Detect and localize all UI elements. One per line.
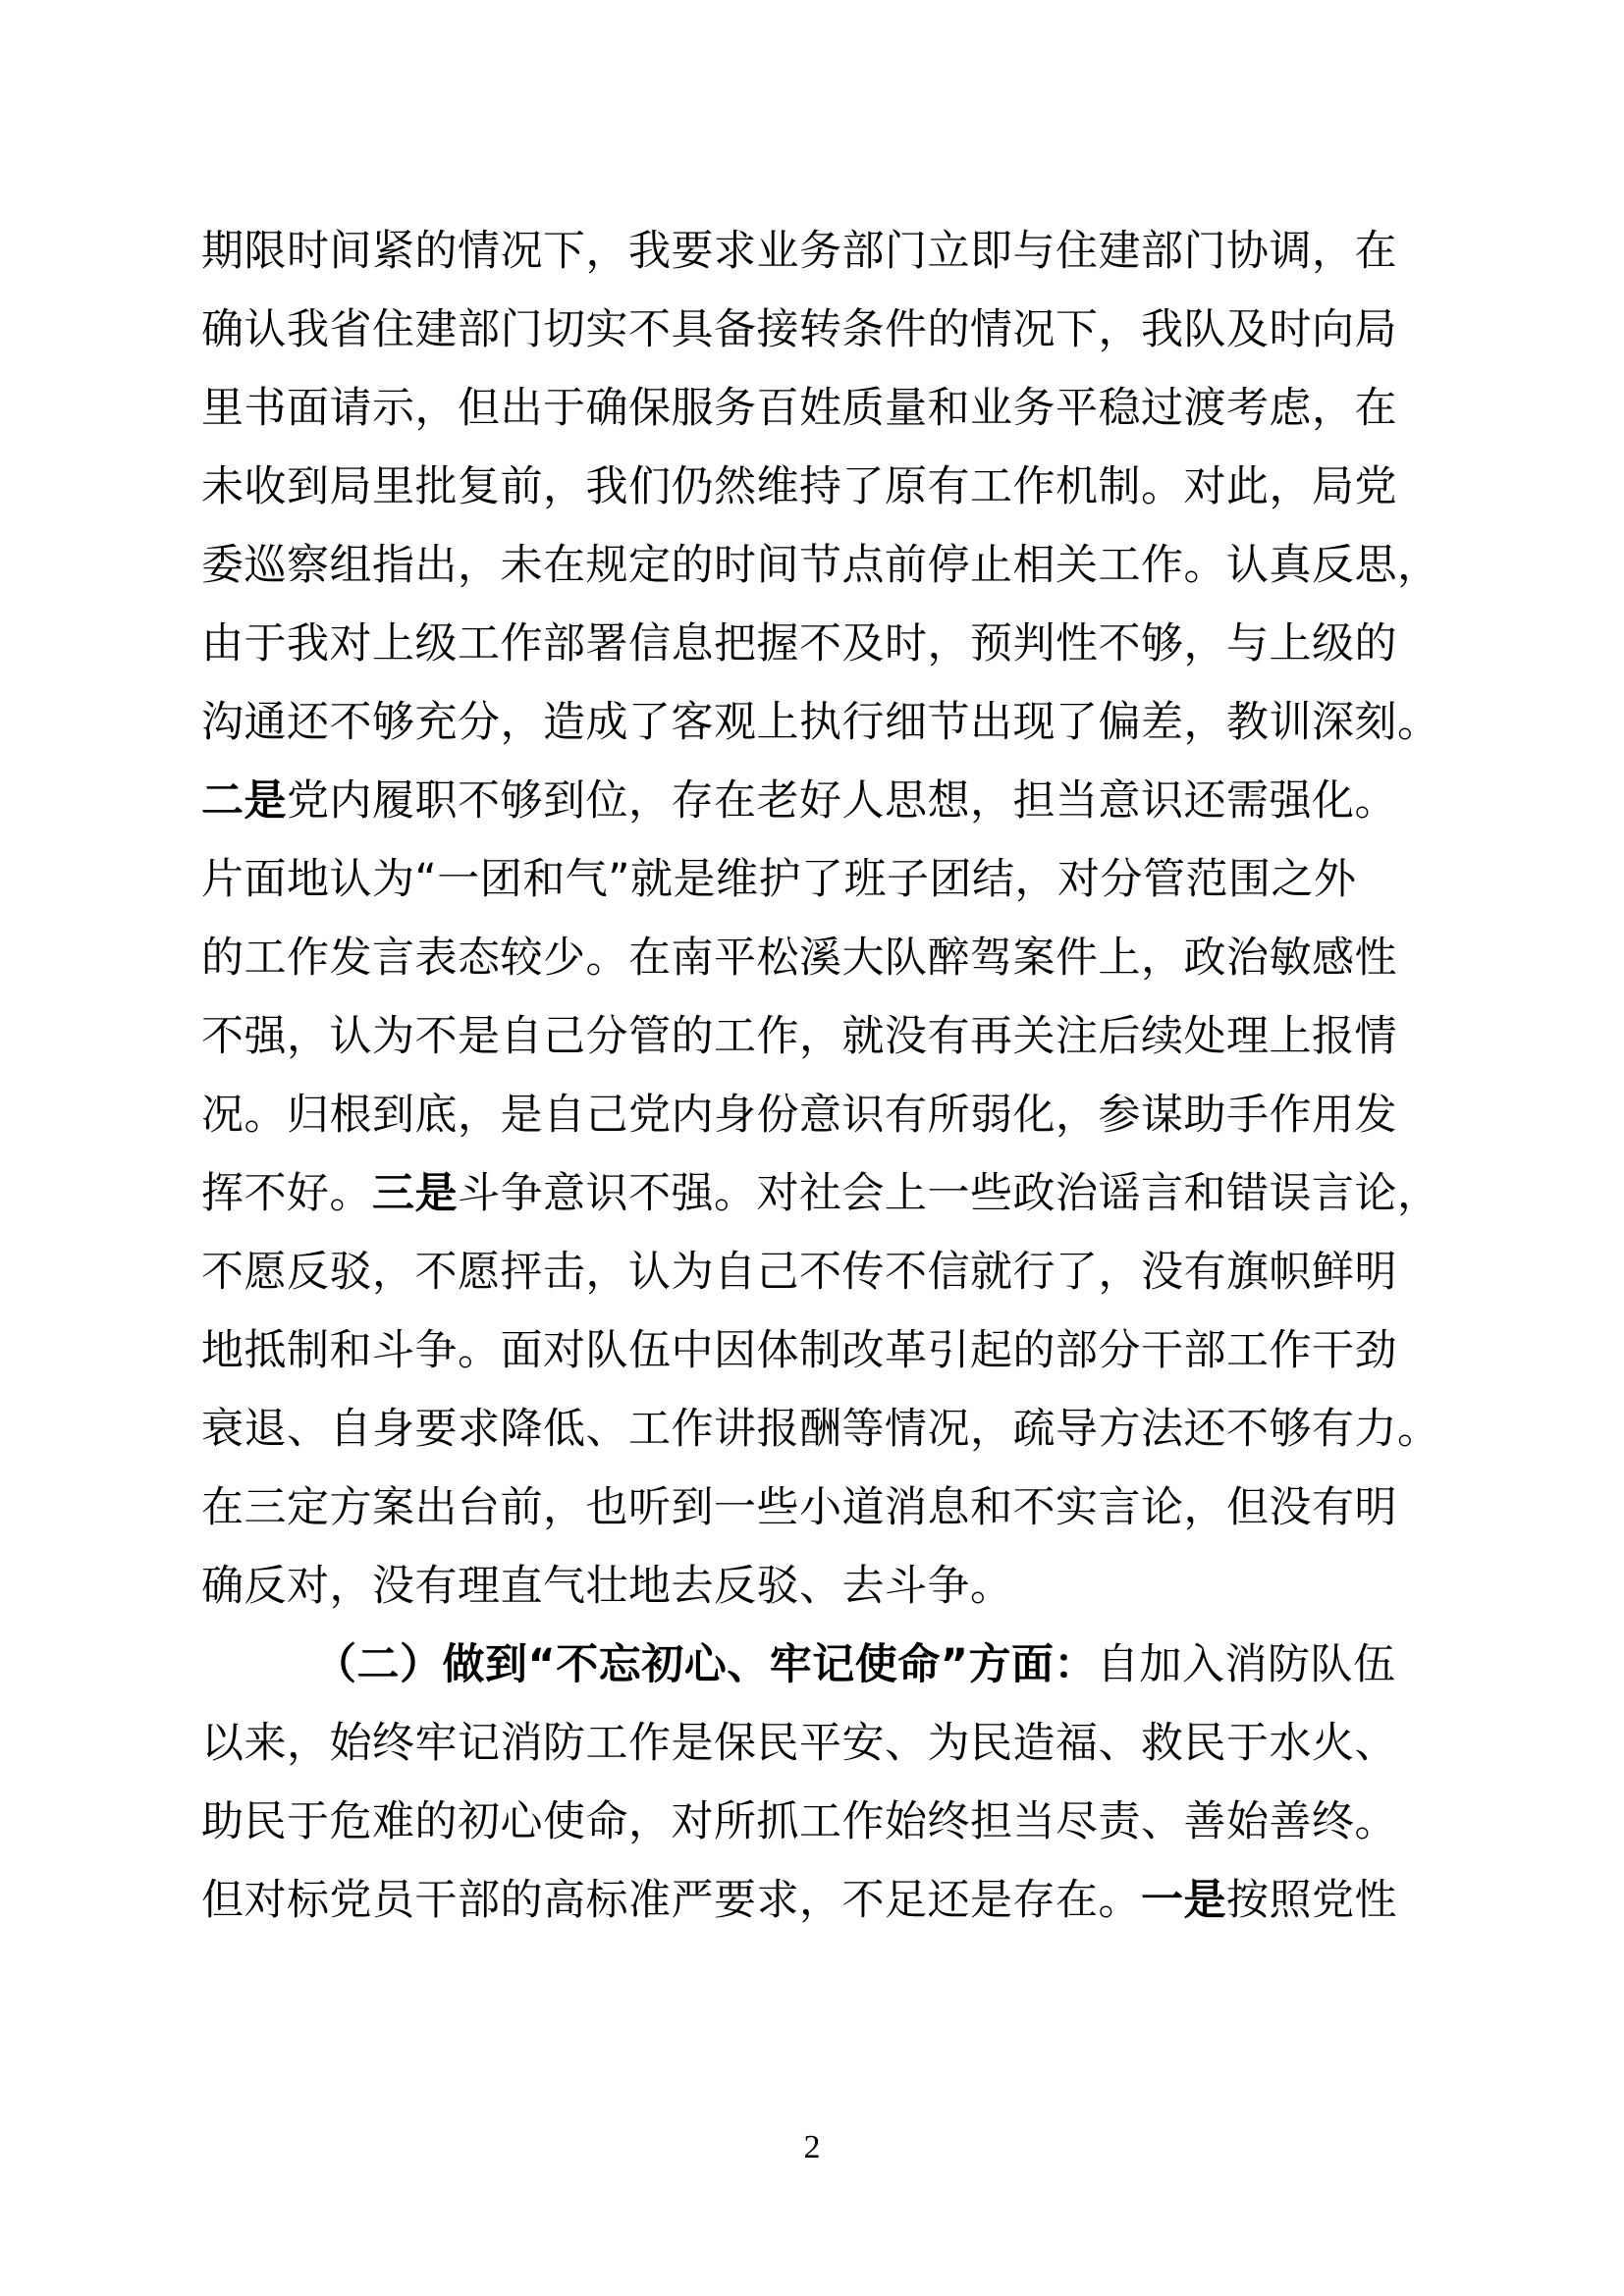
body-line: 在三定方案出台前，也听到一些小道消息和不实言论，但没有明 <box>201 1483 1397 1532</box>
body-text: 按照党性 <box>1226 1876 1397 1925</box>
body-line <box>201 1869 1438 1932</box>
body-line: 沟通还不够充分，造成了客观上执行细节出现了偏差，教训深刻。 <box>201 698 1440 747</box>
body-line: 里书面请示，但出于确保服务百姓质量和业务平稳过渡考虑，在 <box>201 384 1397 433</box>
body-line <box>201 1162 1438 1225</box>
body-text: 但对标党员干部的高标准严要求，不足还是存在。 <box>201 1876 1141 1925</box>
body-line: 确反对，没有理直气壮地去反驳、去斗争。 <box>201 1562 1013 1611</box>
point-marker: 三是 <box>372 1169 458 1218</box>
body-line: 不愿反驳，不愿抨击，认为自己不传不信就行了，没有旗帜鲜明 <box>201 1248 1397 1297</box>
section-heading: （二）做到“不忘初心、牢记使命”方面： <box>314 1640 1098 1689</box>
body-line: 委巡察组指出，未在规定的时间节点前停止相关工作。认真反思， <box>201 541 1440 590</box>
body-line <box>201 770 1438 832</box>
point-marker: 一是 <box>1141 1876 1226 1925</box>
body-line: 期限时间紧的情况下，我要求业务部门立即与住建部门协调，在 <box>201 227 1397 276</box>
body-text: 挥不好。 <box>201 1169 372 1218</box>
body-line: 未收到局里批复前，我们仍然维持了原有工作机制。对此，局党 <box>201 462 1397 511</box>
body-line: 的工作发言表态较少。在南平松溪大队醉驾案件上，政治敏感性 <box>201 934 1397 983</box>
body-line: 地抵制和斗争。面对队伍中因体制改革引起的部分干部工作干劲 <box>201 1326 1397 1375</box>
body-line: 由于我对上级工作部署信息把握不及时，预判性不够，与上级的 <box>201 619 1397 668</box>
body-line: 确认我省住建部门切实不具备接转条件的情况下，我队及时向局 <box>201 305 1397 354</box>
body-text: 党内履职不够到位，存在老好人思想，担当意识还需强化。 <box>287 776 1397 826</box>
point-marker: 二是 <box>201 776 287 826</box>
body-line: 况。归根到底，是自己党内身份意识有所弱化，参谋助手作用发 <box>201 1091 1397 1140</box>
body-line: 片面地认为“一团和气”就是维护了班子团结，对分管范围之外 <box>201 855 1357 904</box>
body-text: 自加入消防队伍 <box>1097 1640 1396 1689</box>
body-line: 以来，始终牢记消防工作是保民平安、为民造福、救民于水火、 <box>201 1719 1397 1768</box>
body-line: 衰退、自身要求降低、工作讲报酬等情况，疏导方法还不够有力。 <box>201 1405 1440 1454</box>
section-heading-line <box>314 1633 1438 1696</box>
body-text: 斗争意识不强。对社会上一些政治谣言和错误言论， <box>458 1169 1440 1218</box>
page-number: 2 <box>803 2129 821 2165</box>
body-line: 助民于危难的初心使命，对所抓工作始终担当尽责、善始善终。 <box>201 1797 1397 1846</box>
body-line: 不强，认为不是自己分管的工作，就没有再关注后续处理上报情 <box>201 1012 1397 1061</box>
